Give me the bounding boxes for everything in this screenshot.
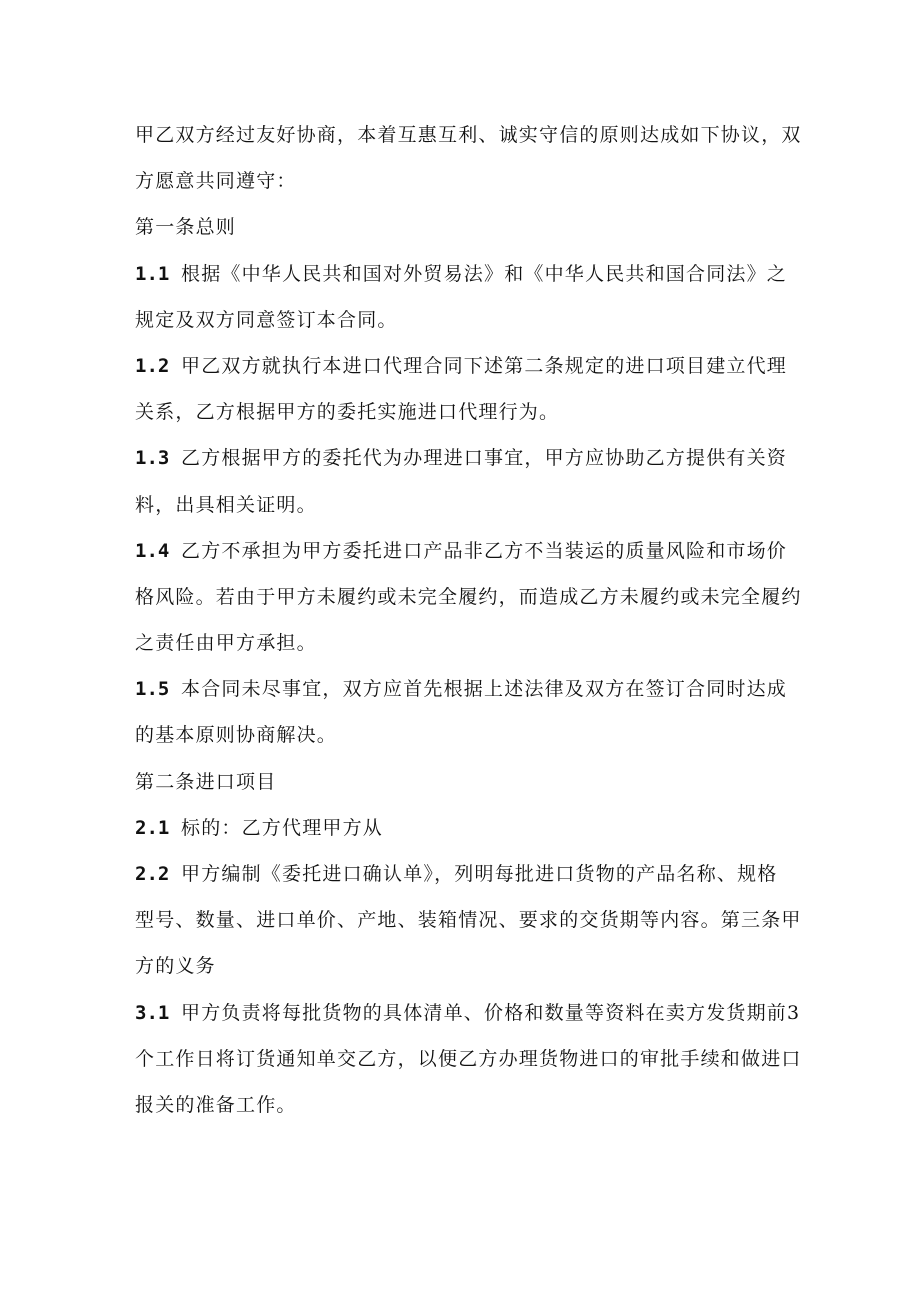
line-text: 甲方负责将每批货物的具体清单、价格和数量等资料在卖方发货期前3 [181,1001,801,1024]
line-text: 的基本原则协商解决。 [135,724,338,747]
clause-number: 3.1 [135,1001,170,1024]
clause-line [135,435,795,481]
line-text: 甲乙双方经过友好协商，本着互惠互利、诚实守信的原则达成如下协议，双 [135,124,802,146]
clause-line [135,990,801,1036]
paragraph-line [135,712,795,758]
line-text: 格风险。若由于甲方未履约或未完全履约，而造成乙方未履约或未完全履约 [135,585,802,608]
paragraph-line [135,158,795,204]
line-text: 料，出具相关证明。 [135,493,317,516]
paragraph-line [135,389,795,435]
line-text: 型号、数量、进口单价、产地、装箱情况、要求的交货期等内容。第三条甲 [135,909,802,932]
clause-line [135,528,795,574]
paragraph-line [135,897,802,943]
line-text: 甲乙双方就执行本进口代理合同下述第二条规定的进口项目建立代理 [181,354,788,377]
line-text: 个工作日将订货通知单交乙方，以便乙方办理货物进口的审批手续和做进口 [135,1047,802,1070]
clause-number: 1.1 [135,262,170,285]
line-text: 根据《中华人民共和国对外贸易法》和《中华人民共和国合同法》之 [181,262,788,285]
line-text: 乙方不承担为甲方委托进口产品非乙方不当装运的质量风险和市场价 [181,539,788,562]
clause-number: 1.4 [135,539,170,562]
paragraph-line [135,1036,802,1082]
line-text: 报关的准备工作。 [135,1093,297,1116]
line-text: 方愿意共同遵守： [135,170,297,193]
paragraph-line [135,943,795,989]
clause-number: 2.2 [135,863,170,885]
line-text: 规定及双方同意签订本合同。 [135,308,398,331]
line-text: 甲方编制《委托进口确认单》，列明每批进口货物的产品名称、规格 [181,863,778,885]
line-text: 之责任由甲方承担。 [135,632,317,655]
paragraph-line [135,297,795,343]
paragraph-line [135,574,802,620]
section-heading [135,759,795,805]
line-text: 方的义务 [135,955,216,978]
clause-number: 1.5 [135,678,170,701]
clause-line [135,666,795,712]
line-text: 关系，乙方根据甲方的委托实施进口代理行为。 [135,401,560,424]
paragraph-line [135,112,802,158]
line-text: 本合同未尽事宜，双方应首先根据上述法律及双方在签订合同时达成 [181,678,788,701]
contract-body [135,112,802,1128]
line-text: 第二条进口项目 [135,770,277,793]
clause-line [135,251,795,297]
paragraph-line [135,1082,795,1128]
paragraph-line [135,482,795,528]
section-heading [135,204,795,250]
line-text: 第一条总则 [135,216,237,239]
clause-number: 1.3 [135,447,170,470]
clause-line [135,343,795,389]
clause-line [135,851,795,897]
paragraph-line [135,620,795,666]
line-text: 标的：乙方代理甲方从 [181,816,384,839]
line-text: 乙方根据甲方的委托代为办理进口事宜，甲方应协助乙方提供有关资 [181,447,788,470]
clause-number: 1.2 [135,354,170,377]
clause-number: 2.1 [135,816,170,839]
clause-line [135,805,795,851]
